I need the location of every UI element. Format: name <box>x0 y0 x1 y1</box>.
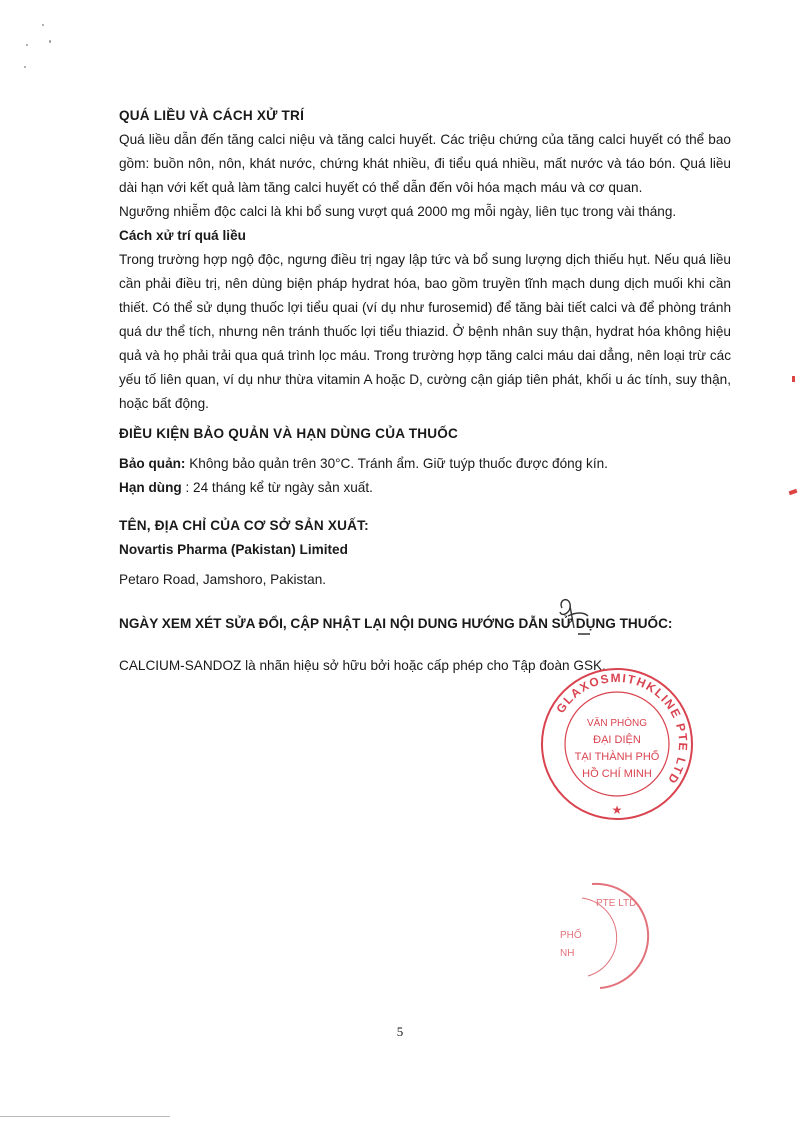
overdose-paragraph-2: Ngưỡng nhiễm độc calci là khi bổ sung vượt quá 2000 mg mỗi ngày, liên tục trong vài tháng. <box>119 204 677 219</box>
scan-speck <box>26 44 28 46</box>
manufacturer-name: Novartis Pharma (Pakistan) Limited <box>119 542 348 557</box>
storage-line <box>119 452 731 476</box>
expiry-line <box>119 476 731 500</box>
scan-speck <box>24 66 26 68</box>
stamp-ring-text: GLAXOSMITHKLINE PTE LTD <box>553 670 691 788</box>
trademark-notice: CALCIUM-SANDOZ là nhãn hiệu sở hữu bởi hoặc cấp phép cho Tập đoàn GSK. <box>119 658 606 673</box>
stamp-star-icon: ★ <box>611 803 623 817</box>
treatment-subheading: Cách xử trí quá liều <box>119 228 246 243</box>
margin-red-mark <box>789 489 798 495</box>
stamp-line-2: ĐẠI DIỆN <box>593 734 641 746</box>
document-body <box>119 104 731 678</box>
overdose-heading: QUÁ LIỀU VÀ CÁCH XỬ TRÍ <box>119 108 305 123</box>
manufacturer-address: Petaro Road, Jamshoro, Pakistan. <box>119 572 327 587</box>
handwritten-signature <box>554 594 594 638</box>
scan-speck <box>42 24 44 26</box>
page-number: 5 <box>396 1024 404 1039</box>
faint-seal-stamp <box>552 876 652 996</box>
stamp-line-1: VĂN PHÒNG <box>586 718 648 729</box>
storage-label: Bảo quản: <box>119 456 186 471</box>
scan-speck <box>49 40 51 43</box>
stamp-line-4: HỒ CHÍ MINH <box>582 768 652 780</box>
overdose-paragraph-1: Quá liều dẫn đến tăng calci niệu và tăng calci huyết. Các triệu chứng của tăng calci huyết có thể bao gồm: buồn nôn, nôn, khát nước, chứng khát nhiều, đi tiểu quá nhiều, mất nước và táo bón. Quá liều dài hạn với kết quả làm tăng calci huyết có thể dẫn đến vôi hóa mạch máu và cơ quan. <box>119 132 731 195</box>
storage-heading: ĐIỀU KIỆN BẢO QUẢN VÀ HẠN DÙNG CỦA THUỐC <box>119 426 459 441</box>
margin-red-mark <box>792 376 795 382</box>
treatment-paragraph: Trong trường hợp ngộ độc, ngưng điều trị ngay lập tức và bổ sung lượng dịch thiếu hụt. Nếu quá liều cần phải điều trị, nên dùng biện pháp hydrat hóa, bao gồm truyền tĩnh mạch dung dịch muối khi cần thiết. Có thể sử dụng thuốc lợi tiểu quai (ví dụ như furosemid) để tăng bài tiết calci và để phòng tránh quá dư thể tích, nhưng nên tránh thuốc lợi tiểu thiazid. Ở bệnh nhân suy thận, hydrat hóa không hiệu quả và họ phải trải qua quá trình lọc máu. Trong trường hợp tăng calci máu dai dẳng, nên loại trừ các yếu tố liên quan, ví dụ như thừa vitamin A hoặc D, cường cận giáp tiên phát, khối u ác tính, suy thận, hoặc bất động. <box>119 252 731 411</box>
manufacturer-heading: TÊN, ĐỊA CHỈ CỦA CƠ SỞ SẢN XUẤT: <box>119 518 369 533</box>
bottom-scan-edge <box>0 1116 170 1117</box>
faint-stamp-line-2: NH <box>560 948 575 959</box>
stamp-line-3: TẠI THÀNH PHỐ <box>574 751 660 763</box>
company-seal-stamp <box>537 664 697 824</box>
expiry-label: Hạn dùng <box>119 480 182 495</box>
expiry-text: : 24 tháng kể từ ngày sản xuất. <box>181 480 373 495</box>
storage-text: Không bảo quản trên 30°C. Tránh ẩm. Giữ tuýp thuốc được đóng kín. <box>185 456 608 471</box>
faint-stamp-ring-text: PTE LTD <box>596 898 637 909</box>
faint-stamp-line-1: PHỐ <box>560 930 582 941</box>
revision-heading: NGÀY XEM XÉT SỬA ĐỔI, CẬP NHẬT LẠI NỘI DUNG HƯỚNG DẪN SỬ DỤNG THUỐC: <box>119 616 673 631</box>
